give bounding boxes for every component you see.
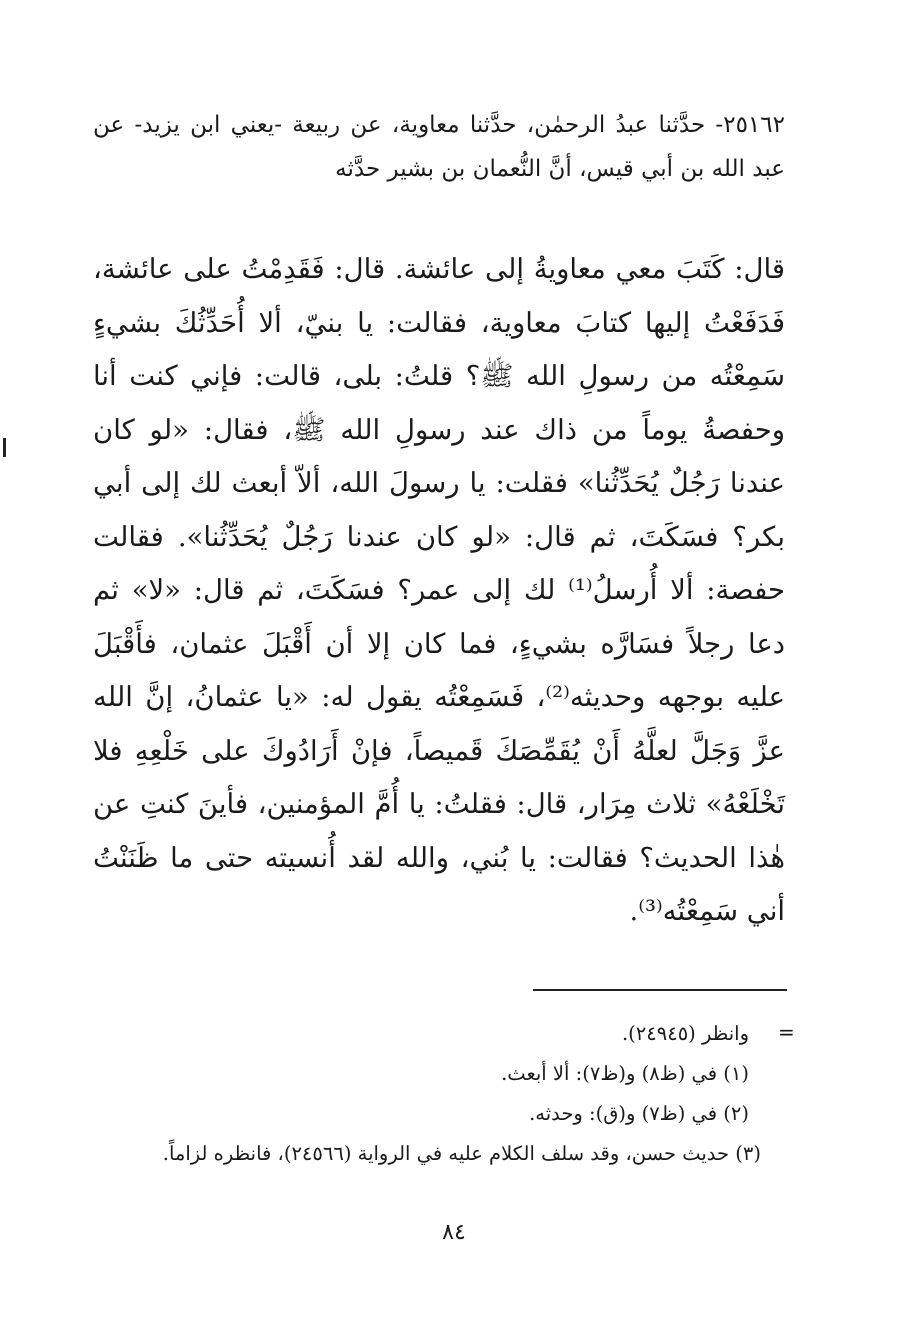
- footnote-2: (٢) في (ظ٧) و(ق): وحدثه.: [529, 1102, 749, 1125]
- footnotes: [93, 1014, 761, 1174]
- footnote-separator: [533, 989, 787, 991]
- footnote-continuation: وانظر (٢٤٩٤٥).: [621, 1022, 749, 1045]
- hadith-matn: قال: كَتَبَ معي معاويةُ إلى عائشة. قال: فَقَدِمْتُ على عائشة، فَدَفَعْتُ إليها كتابَ معاوية، فقالت: يا بنيّ، ألا أُحَدِّثُكَ بشيءٍ سَمِعْتُه من رسولِ الله ﷺ؟ قلتُ: بلى، قالت: فإني كنت أنا وحفصةُ يوماً من ذاك عند رسولِ الله ﷺ، فقال: «لو كان عندنا رَجُلٌ يُحَدِّثُنا» فقلت: يا رسولَ الله، ألاّ أبعث لك إلى أبي بكر؟ فسَكَتَ، ثم قال: «لو كان عندنا رَجُلٌ يُحَدِّثُنا». فقالت حفصة: ألا أُرسلُ⁽¹⁾ لك إلى عمر؟ فسَكَتَ، ثم قال: «لا» ثم دعا رجلاً فسَارَّه بشيءٍ، فما كان إلا أن أَقْبَلَ عثمان، فأَقْبَلَ عليه بوجهه وحديثه⁽²⁾، فَسَمِعْتُه يقول له: «يا عثمانُ، إنَّ الله عزَّ وَجَلَّ لعلَّهُ أَنْ يُقَمِّصَكَ قَميصاً، فإنْ أَرَادُوكَ على خَلْعِهِ فلا تَخْلَعْهُ» ثلاث مِرَار، قال: فقلتُ: يا أُمَّ المؤمنين، فأينَ كنتِ عن هٰذا الحديث؟ فقالت: يا بُني، والله لقد أُنسيته حتى ما ظَنَنْتُ أني سَمِعْتُه⁽³⁾.: [93, 253, 785, 927]
- page-number: ٨٤: [442, 1220, 466, 1245]
- footnote-continuation-marker: =: [778, 1020, 795, 1044]
- footnote-1: (١) في (ظ٨) و(ظ٧): ألا أبعث.: [501, 1062, 749, 1085]
- footnote-3: (٣) حديث حسن، وقد سلف الكلام عليه في الرواية (٢٤٥٦٦)، فانظره لزاماً.: [162, 1142, 761, 1165]
- scan-edge-mark: [3, 438, 6, 457]
- hadith-isnad: ٢٥١٦٢- حدَّثنا عبدُ الرحمٰن، حدَّثنا معاوية، عن ربيعة -يعني ابن يزيد- عن عبد الله بن أبي قيس، أنَّ النُّعمان بن بشير حدَّثه: [93, 112, 785, 182]
